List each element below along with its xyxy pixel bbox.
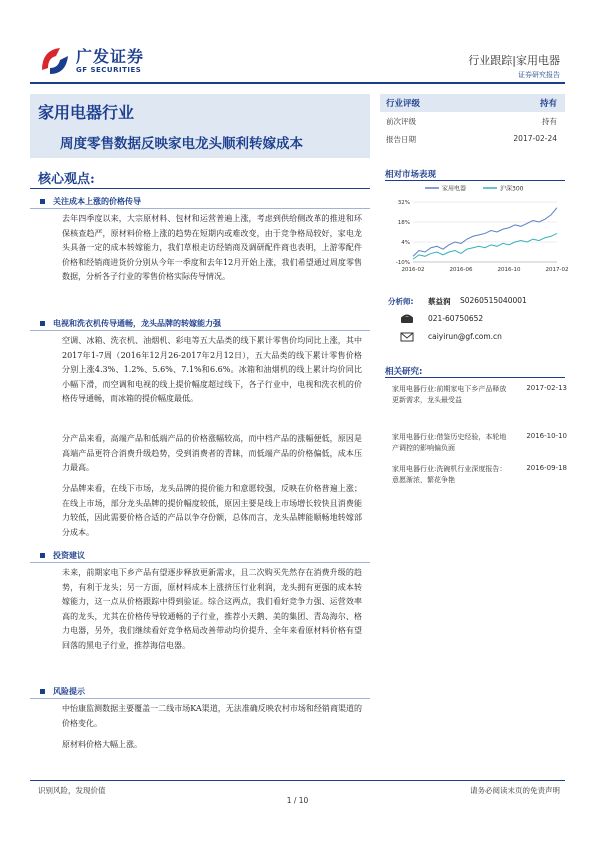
- bullet-square-icon: [40, 321, 45, 326]
- brand-name-cn: 广发证券: [76, 47, 145, 66]
- section-rule: [30, 698, 370, 699]
- y-tick-label: 32%: [397, 200, 410, 206]
- y-tick-label: -10%: [395, 260, 410, 266]
- related-item-date: 2017-02-13: [526, 384, 567, 392]
- analyst-phone: 021-60750652: [428, 314, 484, 323]
- x-tick-label: 2016-02: [401, 267, 425, 273]
- prev-rating-row: [380, 112, 565, 130]
- section-heading: [40, 686, 85, 697]
- related-item-text: 家用电器行业:借鉴历史经验，本轮地产调控的影响偏负面: [392, 433, 507, 452]
- x-tick-label: 2017-02: [545, 267, 569, 273]
- paragraph: 未来，前期家电下乡产品有望逐步释放更新需求，且二次购买先然存在消费升级的趋势，有利于龙头；另一方面，原材料成本上涨挤压行业利润，龙头拥有更强的成本转嫁能力，这一点从价格跟踪中得到验证。综合这两点，我们看好竞争力强、运营效率高的龙头，尤其在价格传导较通畅的子行业，推荐小天鹅、美的集团、青岛海尔、格力电器，另外，我们继续看好竞争格局改善带动均价提升、全年来看原材料价格有望回落的黑电子行业，推荐海信电器。: [62, 568, 362, 650]
- related-title: 相关研究:: [385, 367, 423, 377]
- bullet-square-icon: [40, 553, 45, 558]
- section-heading: [40, 550, 85, 561]
- paragraph: 空调、冰箱、洗衣机、油烟机、彩电等五大品类的线下累计零售价均同比上涨，其中2017年1-7周（2016年12月26-2017年2月12日），五大品类的线下累计零售价格分别上涨4.3%、1.2%、5.6%、7.1%和6.6%。冰箱和油烟机的线上累计均价同比小幅下滑，而空调和电视的线上提价幅度超过线下，各子行业中，电视和洗衣机的价格传导通畅，而冰箱的提价幅度最低。: [62, 336, 362, 404]
- x-tick-label: 2016-10: [497, 267, 521, 273]
- section-heading-text: 投资建议: [53, 551, 85, 560]
- x-tick-label: 2016-06: [449, 267, 473, 273]
- doc-subtype: 证券研究报告: [518, 71, 560, 79]
- page-number: 1 / 10: [286, 796, 309, 805]
- header-rule: [30, 82, 565, 84]
- related-item-text: 家用电器行业:洗碗机行业深度报告：意愿渐浓，繁花争艳: [392, 465, 507, 484]
- section-heading-text: 风险提示: [53, 687, 85, 696]
- rating-label: 行业评级: [386, 99, 421, 109]
- gf-logo-icon: [38, 44, 72, 78]
- paragraph: 分产品来看，高端产品和低端产品的价格涨幅较高，而中档产品的涨幅便低，原因是高端产品更符合消费升级趋势，受到消费者的青睐，而低端产品的价格偏低，成本压力最高。: [62, 434, 362, 473]
- section-rule: [30, 562, 370, 563]
- core-rule: [30, 188, 370, 189]
- brand-name-en: GF SECURITIES: [76, 66, 142, 74]
- footer-slogan: 识别风险，发现价值: [38, 786, 106, 795]
- report-title: 周度零售数据反映家电龙头顺利转嫁成本: [60, 136, 303, 152]
- legend-label: 沪深300: [500, 185, 524, 193]
- perf-rule: [385, 180, 565, 181]
- bullet-square-icon: [40, 199, 45, 204]
- analyst-email[interactable]: caiyirun@gf.com.cn: [428, 332, 502, 341]
- paragraph: 原材料价格大幅上涨。: [62, 740, 142, 749]
- core-views-title: 核心观点:: [38, 172, 95, 187]
- related-item-date: 2016-09-18: [526, 464, 567, 472]
- report-date-value: 2017-02-24: [513, 134, 557, 143]
- footer-disclaimer: 请务必阅读末页的免责声明: [470, 786, 560, 795]
- paragraph: 去年四季度以来，大宗原材料、包材和运营普遍上涨，考虑到供给侧改革的推进和环保核查趋严，原材料价格上涨的趋势在短期内或难改变，由于竞争格局较好，家电龙头具备一定的成本转嫁能力，我们草根走访经销商及调研配件商也表明，上游零配件价格和经销商进货价分别从今年一季度和去年12月开始上涨，我们希望通过周度零售数据，分析各子行业的零售价格实际传导情况。: [62, 214, 362, 282]
- footer-rule: [30, 780, 565, 781]
- section-heading-text: 关注成本上涨的价格传导: [53, 197, 141, 206]
- section-heading: [40, 318, 221, 329]
- paragraph: 中怡康监测数据主要覆盖一二线市场KA渠道，无法准确反映农村市场和经销商渠道的价格变化。: [62, 704, 362, 728]
- rating-value: 持有: [539, 99, 557, 109]
- section-heading-text: 电视和洗衣机传导通畅，龙头品牌的转嫁能力强: [53, 319, 221, 328]
- related-rule: [385, 377, 565, 378]
- y-tick-label: 18%: [397, 220, 410, 226]
- mail-icon: [400, 332, 414, 342]
- company-logo: [38, 42, 168, 82]
- prev-rating-value: 持有: [542, 117, 557, 126]
- section-heading: [40, 196, 141, 207]
- report-date-label: 报告日期: [386, 135, 416, 144]
- perf-title: 相对市场表现: [385, 170, 437, 180]
- related-item-date: 2016-10-10: [526, 432, 567, 440]
- bullet-square-icon: [40, 689, 45, 694]
- performance-chart: [385, 182, 569, 274]
- rating-row: [380, 94, 565, 112]
- phone-icon: [400, 314, 414, 324]
- series-line: [413, 208, 557, 257]
- analyst-cert: S0260515040001: [460, 296, 527, 305]
- rating-table: [380, 94, 565, 148]
- report-date-row: [380, 130, 565, 148]
- paragraph: 分品牌来看，在线下市场，龙头品牌的提价能力和意愿较强，反映在价格普遍上涨；在线上市场，部分龙头品牌的提价幅度较低，原因主要是线上市场增长较快且消费能力较低，因此需要价格合适的产品以争夺份额，总体而言，龙头品牌能顺畅地转嫁部分成本。: [62, 484, 362, 537]
- industry-name: 家用电器行业: [38, 103, 135, 122]
- section-rule: [30, 208, 370, 209]
- doc-type: 行业跟踪|家用电器: [468, 54, 560, 67]
- analyst-name: 蔡益润: [428, 297, 451, 306]
- related-item-text: 家用电器行业:前期家电下乡产品释放更新需求，龙头最受益: [392, 385, 507, 404]
- section-rule: [30, 330, 370, 331]
- series-line: [413, 233, 557, 259]
- title-banner: [30, 94, 370, 158]
- legend-label: 家用电器: [442, 185, 467, 193]
- y-tick-label: 4%: [401, 240, 410, 246]
- prev-rating-label: 前次评级: [386, 117, 416, 126]
- analyst-label: 分析师:: [388, 297, 414, 306]
